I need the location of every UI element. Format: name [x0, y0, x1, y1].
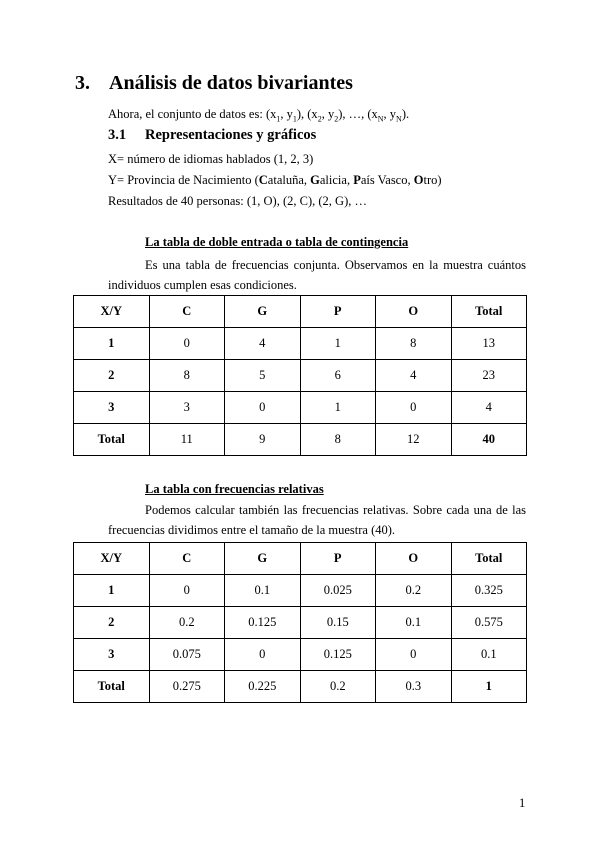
- table-cell: Total: [74, 424, 150, 456]
- table-header-cell: O: [376, 296, 452, 328]
- page-number: 1: [519, 796, 526, 810]
- table-header-cell: C: [149, 296, 225, 328]
- table-cell: 2: [74, 607, 150, 639]
- table-cell: 1: [300, 392, 376, 424]
- relative-frequency-table: [73, 542, 527, 703]
- table-header-cell: X/Y: [74, 543, 150, 575]
- table-cell: 0.1: [225, 575, 301, 607]
- table-cell: 0: [376, 392, 452, 424]
- subsection-heading: [108, 127, 316, 144]
- table-cell: 1: [74, 575, 150, 607]
- table-row: [74, 392, 527, 424]
- table-cell: 0.2: [300, 671, 376, 703]
- table-cell: 3: [74, 392, 150, 424]
- table-header-row: [74, 296, 527, 328]
- table-cell: 2: [74, 360, 150, 392]
- table-row: [74, 328, 527, 360]
- table-cell: 0.1: [451, 639, 527, 671]
- table-cell: 4: [225, 328, 301, 360]
- table-cell: 0: [225, 392, 301, 424]
- subsection-number: 3.1: [108, 127, 127, 143]
- table-header-cell: P: [300, 296, 376, 328]
- contingency-table: [73, 295, 527, 456]
- subsection-title: Representaciones y gráficos: [145, 127, 317, 143]
- table-cell: 0.3: [376, 671, 452, 703]
- table-cell: 0: [376, 639, 452, 671]
- table2-title: La tabla con frecuencias relativas: [145, 482, 324, 496]
- table-cell: 0.125: [300, 639, 376, 671]
- table-header-cell: G: [225, 296, 301, 328]
- table-cell: 0.075: [149, 639, 225, 671]
- section-heading: [75, 72, 353, 95]
- section-title: Análisis de datos bivariantes: [109, 72, 353, 94]
- table-cell: 13: [451, 328, 527, 360]
- table-cell: 4: [451, 392, 527, 424]
- table-cell: 0: [225, 639, 301, 671]
- table-row: [74, 360, 527, 392]
- table-cell: 8: [300, 424, 376, 456]
- table-cell: 0.325: [451, 575, 527, 607]
- table-cell: 11: [149, 424, 225, 456]
- x-definition: X= número de idiomas hablados (1, 2, 3): [108, 152, 314, 166]
- table-cell: 0.275: [149, 671, 225, 703]
- table-cell: 6: [300, 360, 376, 392]
- table-cell: 1: [74, 328, 150, 360]
- table-cell: 5: [225, 360, 301, 392]
- table-cell: 0: [149, 575, 225, 607]
- table-header-cell: X/Y: [74, 296, 150, 328]
- table-cell: 0.575: [451, 607, 527, 639]
- table-cell: 9: [225, 424, 301, 456]
- table-row: [74, 424, 527, 456]
- table-cell: 0.025: [300, 575, 376, 607]
- table-header-row: [74, 543, 527, 575]
- table-cell: Total: [74, 671, 150, 703]
- table-cell: 1: [300, 328, 376, 360]
- table-cell: 1: [451, 671, 527, 703]
- table-row: [74, 639, 527, 671]
- table-cell: 12: [376, 424, 452, 456]
- results-line: Resultados de 40 personas: (1, O), (2, C), (2, G), …: [108, 194, 367, 208]
- table2-description: Podemos calcular también las frecuencias relativas. Sobre cada una de las frecuencias dividimos entre el tamaño de la muestra (40).: [108, 503, 526, 537]
- table-header-cell: Total: [451, 543, 527, 575]
- table1-description: Es una tabla de frecuencias conjunta. Observamos en la muestra cuántos individuos cumplen esas condiciones.: [108, 258, 526, 292]
- table-cell: 4: [376, 360, 452, 392]
- table1-title: La tabla de doble entrada o tabla de contingencia: [145, 235, 409, 249]
- table-cell: 0.2: [376, 575, 452, 607]
- table-cell: 0.2: [149, 607, 225, 639]
- table-header-cell: P: [300, 543, 376, 575]
- section-number: 3.: [75, 72, 90, 94]
- table-header-cell: G: [225, 543, 301, 575]
- table-cell: 0.125: [225, 607, 301, 639]
- table-cell: 40: [451, 424, 527, 456]
- table-cell: 0.15: [300, 607, 376, 639]
- table-cell: 0.225: [225, 671, 301, 703]
- table-row: [74, 671, 527, 703]
- table-header-cell: C: [149, 543, 225, 575]
- table-header-cell: Total: [451, 296, 527, 328]
- table-cell: 8: [376, 328, 452, 360]
- table-header-cell: O: [376, 543, 452, 575]
- intro-line: Ahora, el conjunto de datos es: ($x_1$, $y_1$), ($x_2$, $y_2$), …, ($x_N$, $y_N$).: [108, 107, 410, 124]
- table-cell: 3: [74, 639, 150, 671]
- table-cell: 8: [149, 360, 225, 392]
- table-cell: 3: [149, 392, 225, 424]
- table-row: [74, 575, 527, 607]
- table-cell: 23: [451, 360, 527, 392]
- table-row: [74, 607, 527, 639]
- y-definition: Y= Provincia de Nacimiento (Cataluña, Galicia, País Vasco, Otro): [108, 173, 442, 187]
- table-cell: 0.1: [376, 607, 452, 639]
- table-cell: 0: [149, 328, 225, 360]
